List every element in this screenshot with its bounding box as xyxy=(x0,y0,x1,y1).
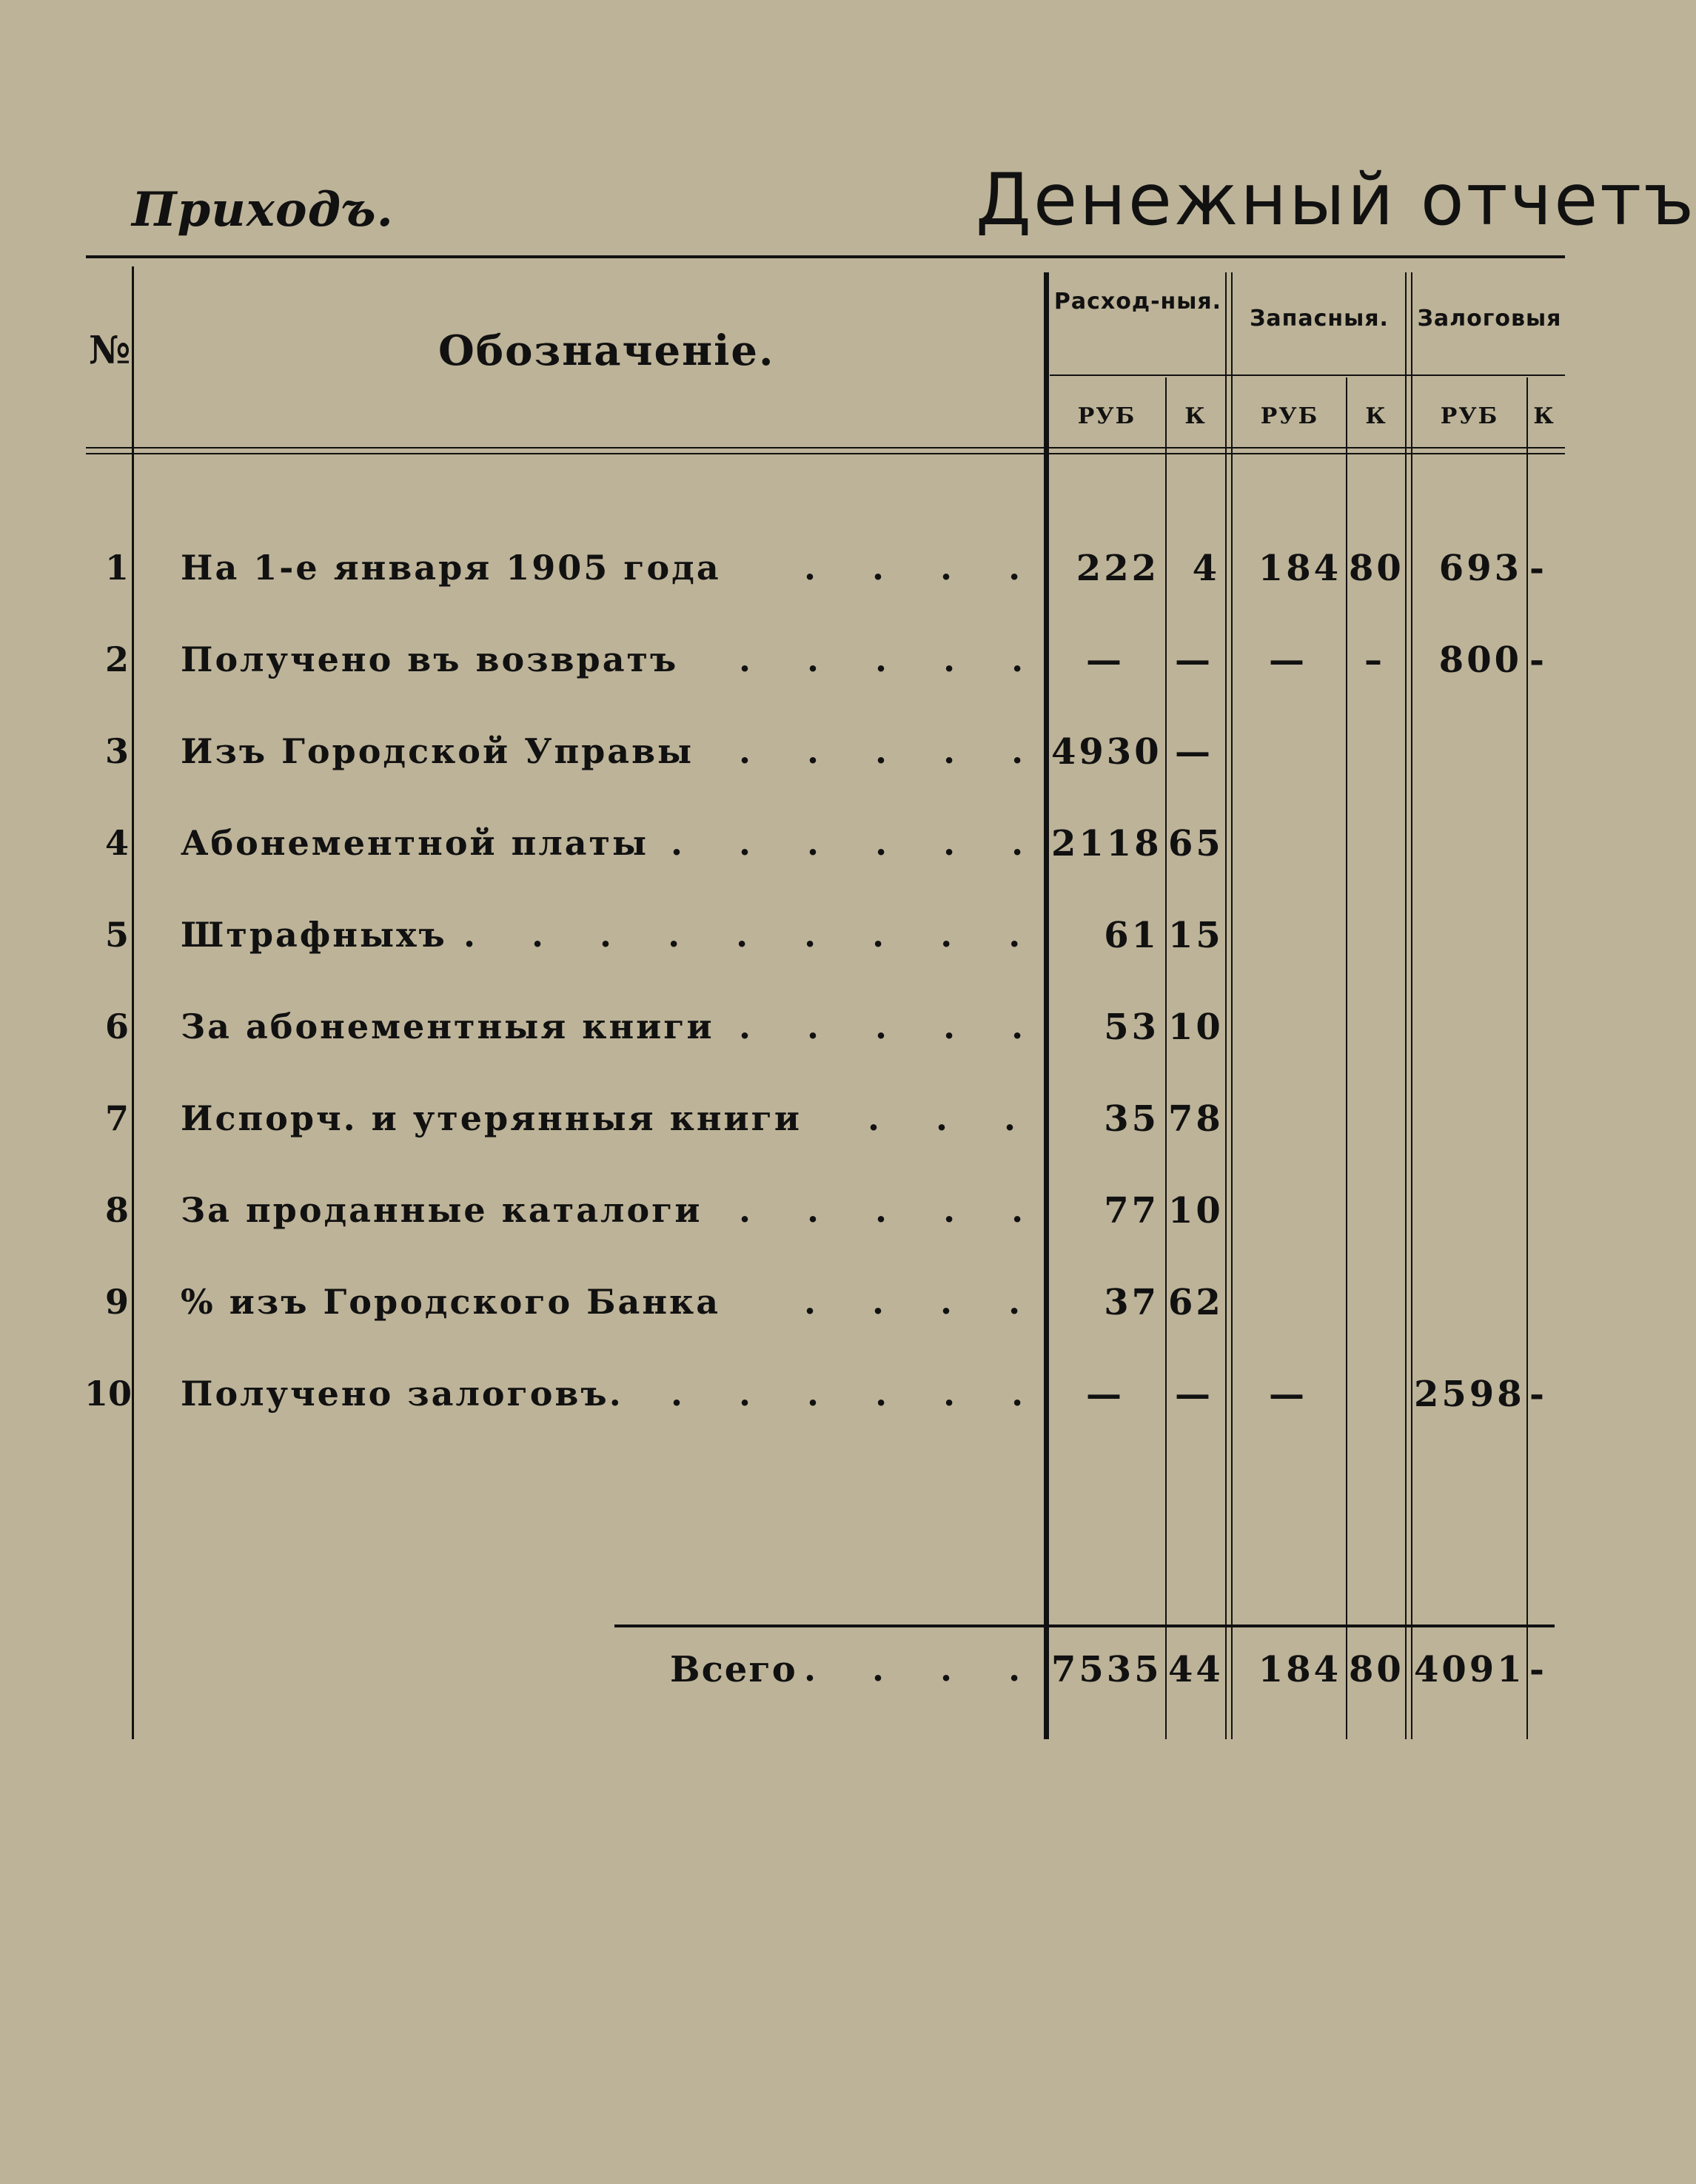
cell-kop-1: 10 xyxy=(1168,1190,1224,1232)
cell-kop-1: 62 xyxy=(1168,1282,1224,1323)
row-description: Абонементной платы xyxy=(181,823,649,863)
header-kop-3: К xyxy=(1533,403,1555,429)
row-number: 6 xyxy=(104,1007,129,1046)
row-number: 8 xyxy=(104,1190,129,1230)
cell-rub-1: 37 xyxy=(1104,1282,1159,1323)
header-description: Обозначеніе. xyxy=(438,326,775,375)
cell-rub-2: — xyxy=(1269,639,1307,681)
header-group3: Залоговыя xyxy=(1417,306,1562,332)
row-number: 10 xyxy=(84,1374,133,1414)
cell-kop-1: — xyxy=(1175,639,1213,681)
cell-kop-2: 80 xyxy=(1349,548,1404,589)
row-leader-dots: . . . . xyxy=(804,548,1043,588)
row-leader-dots: . . . . xyxy=(804,1282,1043,1322)
cell-rub-3: 693 xyxy=(1438,548,1522,589)
header-rule-2 xyxy=(86,453,1565,454)
cell-rub-1: 4930 xyxy=(1051,731,1162,773)
cell-rub-1: 53 xyxy=(1104,1007,1159,1048)
section-label: Приходъ. xyxy=(132,182,394,238)
total-leader-dots: . . . . xyxy=(804,1649,1043,1689)
cell-rub-3: 800 xyxy=(1438,639,1522,681)
cell-kop-1: 15 xyxy=(1168,915,1224,956)
col-line-kop3 xyxy=(1526,377,1528,1739)
total-rub-1: 7535 xyxy=(1051,1649,1162,1690)
header-rub-1: РУБ xyxy=(1077,403,1136,429)
cell-kop-1: — xyxy=(1175,1374,1213,1415)
row-description: Изъ Городской Управы xyxy=(181,731,694,771)
cell-kop-1: 10 xyxy=(1168,1007,1224,1048)
cell-kop-1: — xyxy=(1175,731,1213,773)
cell-rub-2: 184 xyxy=(1258,548,1341,589)
row-leader-dots: . . . . . . . . . xyxy=(463,915,1043,955)
cell-rub-1: 2118 xyxy=(1051,823,1162,864)
col-line-kop2 xyxy=(1346,377,1347,1739)
cell-rub-1: 61 xyxy=(1104,915,1159,956)
cell-kop-1: 4 xyxy=(1192,548,1220,589)
row-leader-dots: . . . . . xyxy=(739,1190,1046,1230)
cell-kop-3: - xyxy=(1529,639,1547,681)
row-leader-dots: . . . . . xyxy=(739,1007,1046,1046)
cell-kop-3: - xyxy=(1529,1374,1547,1415)
row-leader-dots: . . . . . xyxy=(739,731,1046,771)
row-number: 5 xyxy=(104,915,129,955)
row-description: На 1-е января 1905 года xyxy=(181,548,721,588)
total-kop-2: 80 xyxy=(1349,1649,1404,1690)
row-leader-dots: . . . xyxy=(868,1098,1039,1138)
col-line-number xyxy=(132,266,134,1739)
row-number: 3 xyxy=(104,731,129,771)
col-line-group1-left xyxy=(1044,272,1049,1739)
row-leader-dots: . . . . . . xyxy=(671,823,1046,863)
header-rub-2: РУБ xyxy=(1260,403,1319,429)
row-description: Получено залоговъ. xyxy=(181,1374,623,1414)
col-line-group2-left-a xyxy=(1225,272,1227,1739)
total-rub-2: 184 xyxy=(1258,1649,1341,1690)
row-number: 4 xyxy=(104,823,129,863)
row-number: 1 xyxy=(104,548,129,588)
total-label: Всего xyxy=(670,1649,797,1690)
row-description: Испорч. и утерянныя книги xyxy=(181,1098,802,1138)
col-line-kop1 xyxy=(1165,377,1167,1739)
cell-rub-1: 35 xyxy=(1104,1098,1159,1140)
row-description: % изъ Городского Банка xyxy=(181,1282,721,1322)
row-description: Штрафныхъ xyxy=(181,915,447,955)
total-kop-3: - xyxy=(1529,1649,1547,1690)
total-kop-1: 44 xyxy=(1168,1649,1224,1690)
header-group2: Запасныя. xyxy=(1250,306,1389,332)
cell-rub-3: 2598 xyxy=(1414,1374,1525,1415)
row-leader-dots: . . . . . xyxy=(739,639,1046,679)
cell-rub-1: 222 xyxy=(1076,548,1159,589)
cell-kop-2: – xyxy=(1364,639,1385,681)
cell-rub-2: — xyxy=(1269,1374,1307,1415)
header-kop-1: К xyxy=(1184,403,1207,429)
row-description: За абонементныя книги xyxy=(181,1007,714,1046)
top-rule xyxy=(86,255,1565,258)
cell-kop-1: 78 xyxy=(1168,1098,1224,1140)
header-rule-1 xyxy=(86,447,1565,448)
cell-rub-1: — xyxy=(1086,1374,1124,1415)
row-number: 9 xyxy=(104,1282,129,1322)
row-number: 7 xyxy=(104,1098,129,1138)
cell-rub-1: — xyxy=(1086,639,1124,681)
cell-rub-1: 77 xyxy=(1104,1190,1159,1232)
subheader-rule xyxy=(1050,374,1565,376)
row-number: 2 xyxy=(104,639,129,679)
col-line-group3-left-a xyxy=(1405,272,1407,1739)
header-group1: Расход-ныя. xyxy=(1053,289,1222,315)
header-kop-2: К xyxy=(1365,403,1387,429)
header-number: № xyxy=(89,328,131,373)
total-rule xyxy=(614,1624,1555,1627)
cell-kop-3: - xyxy=(1529,548,1547,589)
row-leader-dots: . . . . . . xyxy=(671,1374,1046,1414)
total-rub-3: 4091 xyxy=(1414,1649,1525,1690)
col-line-group3-left-b xyxy=(1411,272,1412,1739)
header-rub-3: РУБ xyxy=(1440,403,1499,429)
page-title: Денежный отчетъ xyxy=(976,158,1696,241)
row-description: За проданные каталоги xyxy=(181,1190,703,1230)
row-description: Получено въ возвратъ xyxy=(181,639,679,679)
cell-kop-1: 65 xyxy=(1168,823,1224,864)
col-line-group2-left-b xyxy=(1231,272,1233,1739)
